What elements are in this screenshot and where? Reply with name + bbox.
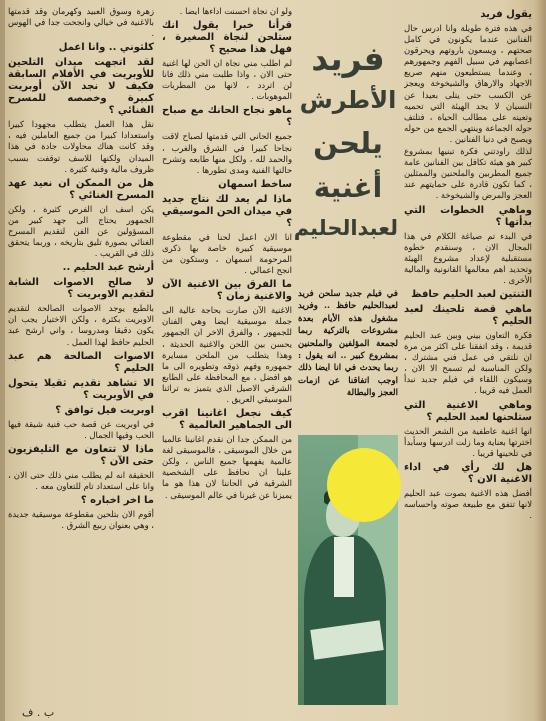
article-paragraph: فكرة التعاون بيني وبين عبد الحليم قديمة ، وقد اتفقنا على اكثر من مرة ان نلتقي في عمل فني مشترك ، ولكن المناسبة لم تسمح الا الان ، وسيكون اللقاء في فيلم جديد نبدأ العمل فيه قريبا . <box>404 329 532 396</box>
article-paragraph: جميع الحاني التي قدمتها لصباح لاقت نجاحا كبيرا في الشرق والغرب ، والحمد لله ، ولكل منها طابعه وتشرح حالتها الفنية ومدى تطورها . <box>162 131 292 175</box>
article-column-left <box>8 6 154 714</box>
article-column-middle <box>162 6 292 714</box>
page-spine-shadow <box>534 0 546 721</box>
article-subheading: أرشح عبد الحليم .. <box>62 262 154 274</box>
article-subheading: الاصوات الصالحة هم عبد الحليم ؟ <box>8 350 154 374</box>
footer-initials: ب . ف <box>22 706 55 719</box>
article-subheading: ماهي قصة تلحينك لعبد الحليم ؟ <box>404 303 532 327</box>
article-paragraph: بالطبع يوجد الاصوات الصالحة لتقديم الاوبريت بكثرة ، ولكن الاختيار يجب ان يكون دقيقا ومدروسا ، واني ارشح عبد الحليم حافظ لهذا العمل . <box>8 303 154 347</box>
article-paragraph: في اوبريت عن قصة حب فنية شيقة فيها الحب وفيها الجمال . <box>8 418 154 440</box>
article-subheading: ما الفرق بين الاغنية الآن والاغنية زمان ؟ <box>162 279 292 303</box>
article-paragraph: في البدء تم صياغة الكلام في هذا المجال الان ، وسنقدم خطوة مستقبلية لإعداد مشروع الهيئة وتحديد اهم معالمها القانونية والمالية الأخرى . <box>404 230 532 285</box>
article-paragraph: لذلك راودتني فكرة تبنيها بمشروع كبير هو هيئة تكافل بين الفنانين عامة جميع المطربين والملحنين والممثلين ، كما تكون قادرة على حمايتهم عند العجز والمرض والشيخوخة . <box>404 146 532 201</box>
headline-line: أغنية <box>313 171 383 204</box>
article-subheading: لقد اتجهت ميدان التلحين للأوبريت في الأفلام السابقة فكيف لا نجد الآن أوبريت كبيرة وخصصه للمسرح الفنائي ؟ <box>8 57 154 117</box>
article-subheading: ساخط اسمهان <box>218 178 292 190</box>
article-subheading: كيف نجعل اغانينا اقرب الى الجماهير العالمية ؟ <box>162 408 292 432</box>
article-paragraph: من الممكن جدا ان نقدم اغانينا عالميا من خلال الموسيقى ، فالموسيقى لغة عالمية يفهمها جميع الناس ، ولكن علينا ان نحافظ على الشخصية الشرقية في الحاننا لان هذا هو ما يميزنا عن غيرنا في عالم الموسيقى . <box>162 434 292 500</box>
article-paragraph: لم اطلب مني نجاة ان الحن لها اغنية حتى الان ، واذا طلبت مني ذلك فانا لن اتردد ، لانها من المطربات الموهوبات . <box>162 58 292 102</box>
page-fold-shadow <box>0 0 5 721</box>
article-subheading: ماذا لا تتعاون مع التليفزيون حتى الآن ؟ <box>8 443 154 467</box>
article-subheading: هل لك رأي في اداء الاغنية الان ؟ <box>404 461 532 485</box>
article-subheading: هل من الممكن ان نعيد عهد المسرح الغنائي ؟ <box>8 177 154 201</box>
article-subheading: لا صالح الاصوات الشابة لتقديم الاوبريت ؟ <box>8 277 154 301</box>
headline-line: يلحن <box>313 126 383 160</box>
article-subheading: ماذا لم يعد لك نتاج جديد في ميدان الحن الموسيقي ؟ <box>162 193 292 229</box>
article-paragraph: ولو ان نجاة احسنت اداءها ايضا . <box>179 6 292 16</box>
article-paragraph: نقل هذا العمل يتطلب مجهودا كبيرا واستعدادا كبيرا من جميع العاملين فيه ، وقد كانت هناك محاولات جادة في هذا الميدان ولكنها للاسف توقفت بسبب ظروف مالية وفنية كثيرة . <box>8 119 154 174</box>
article-subheading: ما اخر اخباره ؟ <box>80 494 154 506</box>
article-column-right <box>404 6 532 714</box>
article-subheading: وماهي الاغنية التي ستلحنها لعبد الحليم ؟ <box>404 399 532 423</box>
headline-line: فريد <box>311 39 385 78</box>
yellow-circle-marker <box>327 448 401 522</box>
article-paragraph: أقوم الان بتلحين مقطوعة موسيقية جديدة ، وهي بعنوان ربيع الشرق . <box>8 508 154 531</box>
photo-figure-shirt <box>334 537 354 597</box>
article-paragraph: زهرة وسوق العبيد وكهرمان وقد قدمتها بالاغنية في خيالي وانجحت جدا في الهوس . <box>8 6 154 39</box>
article-paragraph: انا الان اعمل لحنا في مقطوعة موسيقية كبيرة خاصة بها ذكرى المرحومة اسمهان ، وستكون من انجح اعمالي . <box>162 231 292 276</box>
article-subheading: الا تشاهد تقديم ثقيلا يتحول في الأوبريت ؟ <box>8 377 154 401</box>
article-subheading: قرأنا خبرا يقول انك ستلحن لنجاة الصغيرة ، فهل هذا صحيح ؟ <box>162 20 292 56</box>
article-subheading: يقول فريد <box>480 9 532 20</box>
article-paragraph: يكن اسف ان الفرص كثيرة ، ولكن الجمهور يحتاج الى جهد كبير من المسؤولين عن الفن لتقديم المسرح الغنائي بصورة تليق بتاريخه ، وربما يتحقق ذلك في القريب . <box>8 203 154 259</box>
article-paragraph: أفضل هذه الاغنية بصوت عبد الحليم لانها تتفق مع طبيعة صوته واحساسه . <box>404 487 532 520</box>
headline-line: لعبدالحليم <box>293 216 398 240</box>
article-headline <box>293 38 398 280</box>
article-subheading: ماهو نجاح الحانك مع صباح ؟ <box>162 105 292 129</box>
article-subheading: كلثوني .. وانا اعمل <box>58 42 154 54</box>
article-subheading: اوبريت فيل توافق ؟ <box>55 404 154 416</box>
article-subheading: الثنتين لعبد الحليم حافظ <box>411 288 532 300</box>
article-lede: في فيلم جديد سلحن فريد لعبدالحليم حافظ .. وفريد مشغول هذه الأيام بعدة مشروعات بالتركية ربما لجمعة المؤلفين والملحنين بمشروع كبير .. انه يقول : ربما يحدث في انا ايضا ذلك اوجب اتفاقنا عن ازمات العجز والبطالة <box>298 289 398 399</box>
headline-line: الأطرش <box>299 86 397 114</box>
article-paragraph: الاغنية الآن صارت بحاجة عالية الى جملة موسيقية ايضا وهي الفنان للجمهور ، والفرق الاخر ان الجمهور يحسن بين اللحن والاغنية الحديثة ، وهذا يتطلب من الملحن مسايرة جمهوره وفهم ذوقه وتطويره الى ما هو افضل ، مع المحافظة على الطابع الشرقي الاصيل الذي يتميز به تراثنا الموسيقي العريق . <box>162 305 292 404</box>
article-paragraph: في هذه فترة طويلة وانا ادرس حال الفنانين عندما يكونون في كامل صحتهم ، ويسعون باروتهم ويحرقون اعصابهم في سبيل الفهم وجمهورهم ، وعندما يستطيعون منهم صريع الاجهاد والارهاق والشيخوخة ويعجز عن الكسب حتى يتلى بعيدا عن النسيان لا يجد الهيئة التي تحميه وتعينه على مطالب الحياة ، فتلتف حوله الجماعة وينتهي الجمع من حوله ويصبح في دنيا الفنانين . <box>404 23 532 144</box>
article-subheading: وماهي الخطوات التي بدأتها ؟ <box>404 204 532 228</box>
article-paragraph: الحقيقة انه لم يطلب مني ذلك حتى الان ، وانا على استعداد تام للتعاون معه . <box>8 469 154 491</box>
article-paragraph: انها اغنية عاطفية من الشعر الحديث اخترتها بعناية وما زلت ادرسها وسأبدأ في تلحينها قريبا . <box>404 425 532 458</box>
